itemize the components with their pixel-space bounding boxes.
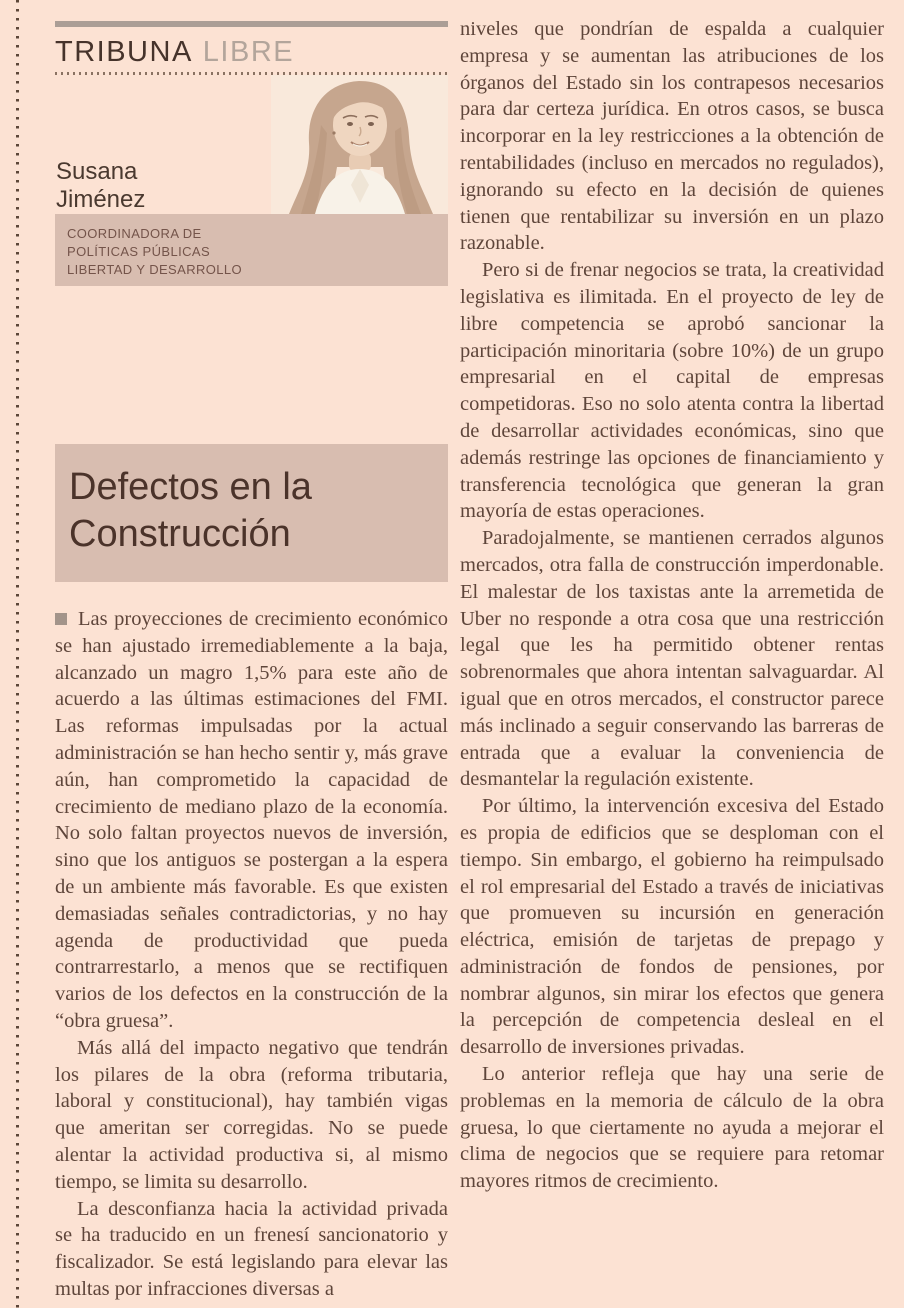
left-column (55, 0, 448, 1303)
author-role-box (55, 214, 448, 286)
article-body-right (460, 16, 884, 1195)
article-headline (55, 444, 448, 582)
article-paragraph: La desconfianza hacia la actividad privada se ha traducido en un frenesí sancionatorio y fiscalizador. Se está legislando para elevar las multas por infracciones diversas a (55, 1197, 448, 1300)
author-role-line1: COORDINADORA DE (67, 226, 202, 241)
author-photo (271, 75, 448, 214)
article-paragraph: Lo anterior refleja que hay una serie de problemas en la memoria de cálculo de la obra gruesa, lo que ciertamente no ayuda a mejorar el clima de negocios que se requiere para retomar mayores ritmos de crecimiento. (460, 1063, 884, 1193)
square-bullet-icon (55, 613, 67, 625)
masthead-secondary-label: LIBRE (202, 35, 295, 68)
section-masthead (55, 34, 448, 70)
paragraph-text: Las proyecciones de crecimiento económico se han ajustado irremediablemente a la baja, alcanzado un magro 1,5% para este año de acuerdo a las últimas estimaciones del FMI. Las reformas impulsadas por la actual administración se han hecho sentir y, más grave aún, han comprometido la capacidad de crecimiento de mediano plazo de la economía. No solo faltan proyectos nuevos de inversión, sino que los antiguos se postergan a la espera de un ambiente más favorable. Es que existen demasiadas señales contradictorias, y no hay agenda de productividad que pueda contrarrestarlo, a menos que se rectifiquen varios de los defectos en la construcción de la “obra gruesa”. (55, 608, 448, 1032)
headline-line2: Construcción (69, 513, 291, 555)
article-paragraph: Pero si de frenar negocios se trata, la creatividad legislativa es ilimitada. En el proyecto de ley de libre competencia se aprobó sancionar la participación minoritaria (sobre 10%) de un grupo empresarial en el capital de empresas competidoras. Eso no solo atenta contra la libertad de desarrollar actividades económicas, sino que además restringe las opciones de financiamiento y transferencia tecnológica que generan la gran mayoría de estas operaciones. (460, 259, 884, 523)
right-column (460, 16, 884, 1195)
author-role-line2: POLÍTICAS PÚBLICAS (67, 244, 211, 259)
masthead-primary-label: TRIBUNA (55, 35, 193, 68)
article-paragraph: Más allá del impacto negativo que tendrán los pilares de la obra (reforma tributaria, laboral y constitucional), hay también vigas que ameritan ser corregidas. No se puede alentar la actividad productiva si, al mismo tiempo, se limita su desarrollo. (55, 1036, 448, 1193)
author-name-line2: Jiménez (56, 186, 146, 213)
author-header (55, 75, 448, 214)
article-paragraph (55, 606, 448, 1035)
article-paragraph: Paradojalmente, se mantienen cerrados algunos mercados, otra falla de construcción imperdonable. El malestar de los taxistas ante la arremetida de Uber no responde a otra cosa que una restricción legal que les ha permitido obtener rentas sobrenormales que ahora intentan salvaguardar. Al igual que en otros mercados, el constructor parece más inclinado a seguir conservando las barreras de entrada que a evaluar la conveniencia de desmantelar la regulación existente. (460, 527, 884, 791)
section-top-bar (55, 21, 448, 27)
headline-line1: Defectos en la (69, 466, 312, 508)
article-paragraph: Por último, la intervención excesiva del Estado es propia de edificios que se desploman con el tiempo. Sin embargo, el gobierno ha reimpulsado el rol empresarial del Estado a través de iniciativas que promueven su incursión en generación eléctrica, emisión de tarjetas de prepago y administración de fondos de pensiones, por nombrar algunos, sin mirar los efectos que genera la percepción de competencia desleal en el desarrollo de inversiones privadas. (460, 795, 884, 1059)
page-edge-dotted-border (16, 0, 19, 1308)
author-name-line1: Susana (56, 158, 138, 185)
author-role-line3: LIBERTAD Y DESARROLLO (67, 262, 243, 277)
article-paragraph: niveles que pondrían de espalda a cualquier empresa y se aumentan las atribuciones de los órganos del Estado sin los contrapesos necesarios para dar certeza jurídica. En otros casos, se busca incorporar en la ley restricciones a la obtención de rentabilidades (incluso en mercados no regulados), ignorando su efecto en la decisión de quienes tienen que rentabilizar su inversión en un plazo razonable. (460, 18, 884, 255)
author-name (56, 158, 145, 214)
article-body-left (55, 606, 448, 1303)
